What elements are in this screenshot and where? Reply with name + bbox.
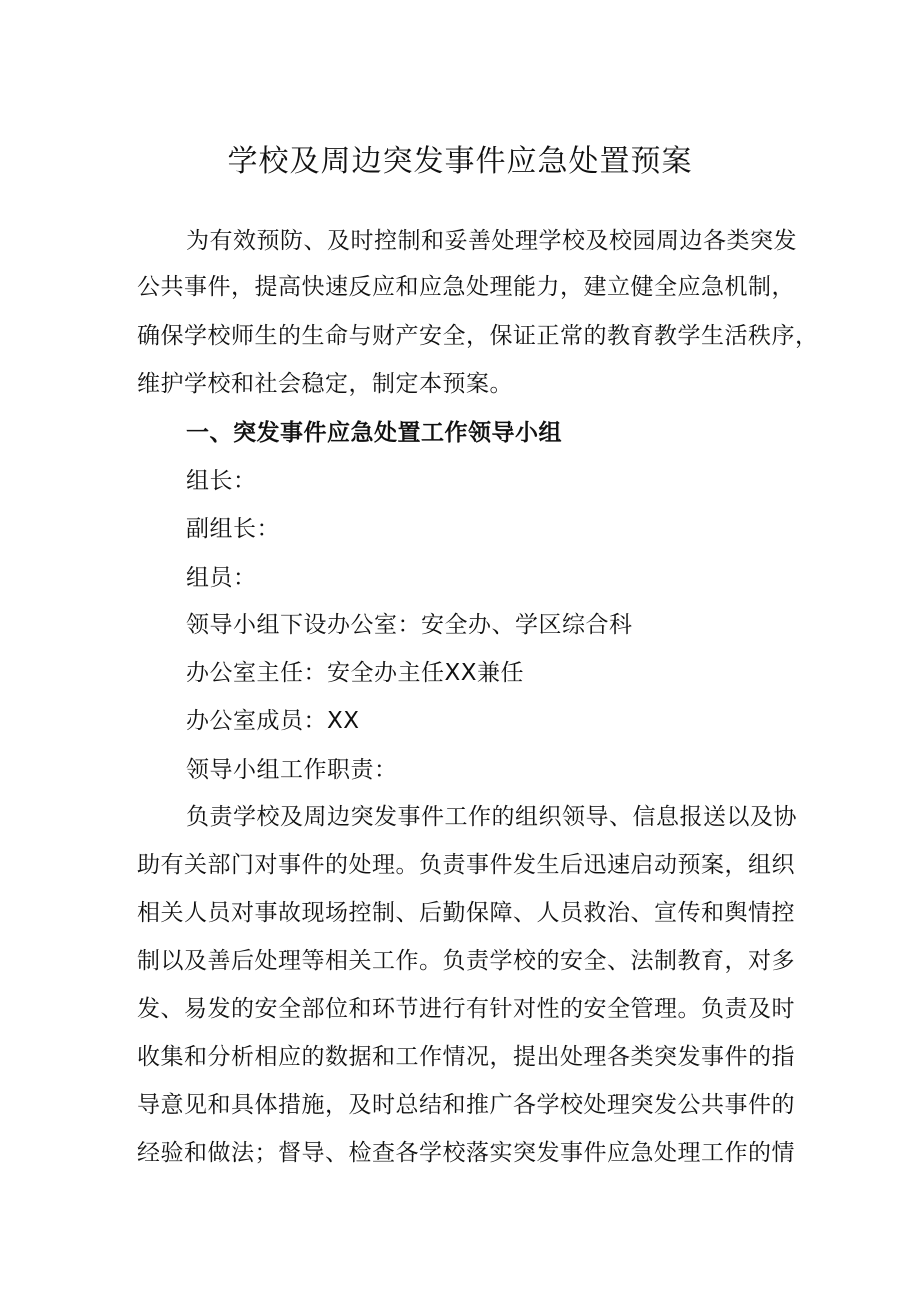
intro-line-2: 公共事件，提高快速反应和应急处理能力，建立健全应急机制， bbox=[137, 274, 795, 300]
office-duties-label: 领导小组工作职责： bbox=[186, 757, 398, 783]
role-members: 组员： bbox=[186, 565, 257, 591]
office-director: 办公室主任：安全办主任XX兼任 bbox=[186, 660, 525, 686]
duties-line-1: 负责学校及周边突发事件工作的组织领导、信息报送以及协 bbox=[186, 804, 797, 830]
section-heading-1: 一、突发事件应急处置工作领导小组 bbox=[186, 420, 562, 446]
office-setup: 领导小组下设办公室：安全办、学区综合科 bbox=[186, 612, 633, 638]
office-staff: 办公室成员：XX bbox=[186, 708, 360, 734]
role-deputy: 副组长： bbox=[186, 516, 280, 542]
intro-line-3: 确保学校师生的生命与财产安全，保证正常的教育教学生活秩序， bbox=[137, 323, 819, 349]
duties-line-5: 发、易发的安全部位和环节进行有针对性的安全管理。负责及时 bbox=[137, 996, 795, 1022]
duties-line-3: 相关人员对事故现场控制、后勤保障、人员救治、宣传和舆情控 bbox=[137, 900, 795, 926]
duties-line-4: 制以及善后处理等相关工作。负责学校的安全、法制教育，对多 bbox=[137, 948, 795, 974]
duties-line-6: 收集和分析相应的数据和工作情况，提出处理各类突发事件的指 bbox=[137, 1044, 795, 1070]
role-leader: 组长： bbox=[186, 468, 257, 494]
intro-line-1: 为有效预防、及时控制和妥善处理学校及校园周边各类突发 bbox=[186, 228, 797, 254]
duties-line-8: 经验和做法；督导、检查各学校落实突发事件应急处理工作的情 bbox=[137, 1140, 795, 1166]
duties-line-2: 助有关部门对事件的处理。负责事件发生后迅速启动预案，组织 bbox=[137, 852, 795, 878]
duties-line-7: 导意见和具体措施，及时总结和推广各学校处理突发公共事件的 bbox=[137, 1092, 795, 1118]
document-title: 学校及周边突发事件应急处置预案 bbox=[227, 144, 693, 179]
intro-line-4: 维护学校和社会稳定，制定本预案。 bbox=[137, 371, 513, 397]
